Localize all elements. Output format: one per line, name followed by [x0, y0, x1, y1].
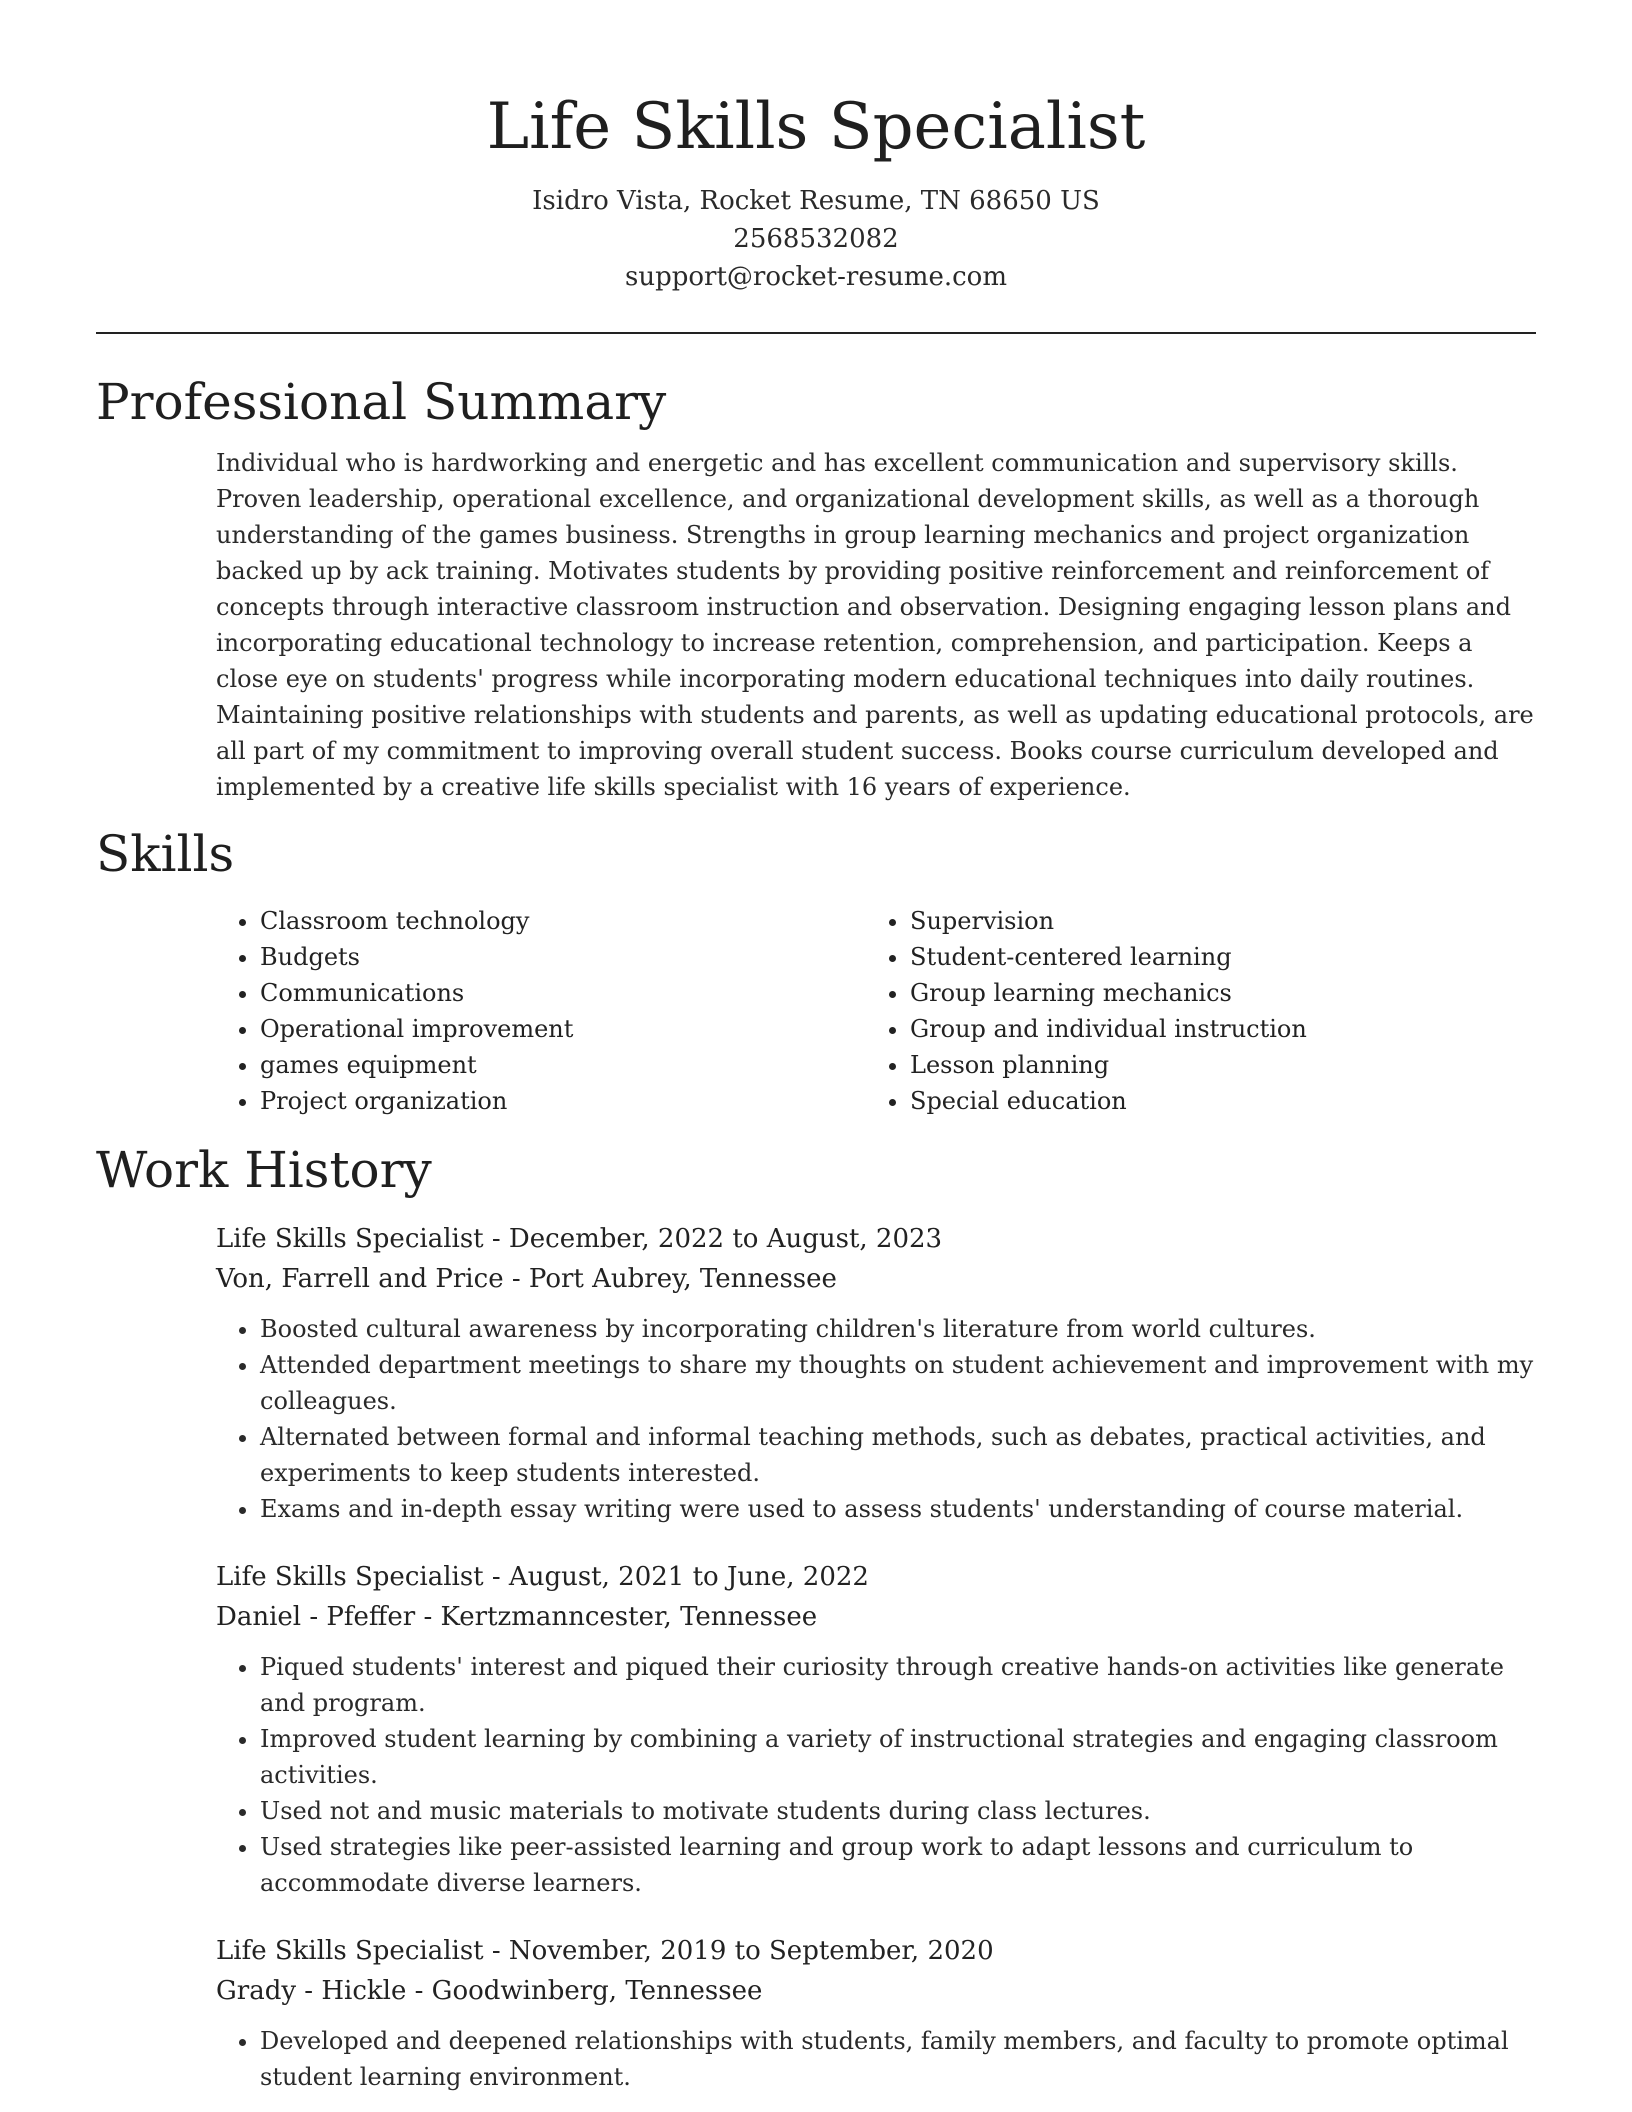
resume-header	[96, 0, 1536, 296]
resume-page	[96, 0, 1536, 2095]
job-employer-location: Grady - Hickle - Goodwinberg, Tennessee	[216, 1976, 763, 2006]
skill-item: • games equipment	[260, 1047, 866, 1083]
summary-paragraph: Individual who is hardworking and energetic and has excellent communication and supervisory skills. Proven leadership, operational excellence, and organizational development skills, as well as a thorough understanding of the games business. Strengths in group learning mechanics and project organization backed up by ack training. Motivates students by providing positive reinforcement and reinforcement of concepts through interactive classroom instruction and observation. Designing engaging lesson plans and incorporating educational technology to increase retention, comprehension, and participation. Keeps a close eye on students' progress while incorporating modern educational techniques into daily routines. Maintaining positive relationships with students and parents, as well as updating educational protocols, are all part of my commitment to improving overall student success. Books course curriculum developed and implemented by a creative life skills specialist with 16 years of experience.	[216, 449, 1534, 801]
skill-item: • Special education	[910, 1083, 1516, 1119]
skill-item: • Classroom technology	[260, 903, 866, 939]
skill-item: • Communications	[260, 975, 866, 1011]
header-divider	[96, 332, 1536, 334]
job-duty-item: • Improved student learning by combining a variety of instructional strategies and engaging classroom activities.	[260, 1721, 1536, 1793]
job-employer-location: Von, Farrell and Price - Port Aubrey, Tennessee	[216, 1264, 837, 1294]
work-history-section	[96, 1135, 1536, 2095]
resume-name: Life Skills Specialist	[486, 90, 1146, 164]
skills-section	[96, 819, 1536, 1119]
skill-item: • Supervision	[910, 903, 1516, 939]
contact-email: support@rocket-resume.com	[624, 262, 1007, 292]
job-duty-item: • Attended department meetings to share my thoughts on student achievement and improvement with my colleagues.	[260, 1347, 1536, 1419]
job-duties-list	[216, 1311, 1536, 1527]
contact-block	[96, 182, 1536, 296]
job-duty-item: • Used strategies like peer-assisted learning and group work to adapt lessons and curriculum to accommodate diverse learners.	[260, 1829, 1536, 1901]
skills-heading: Skills	[96, 825, 235, 883]
job-duty-item: • Used not and music materials to motivate students during class lectures.	[260, 1793, 1536, 1829]
skills-column-right	[866, 903, 1516, 1119]
job-employer-location: Daniel - Pfeffer - Kertzmanncester, Tennessee	[216, 1602, 818, 1632]
contact-address: Isidro Vista, Rocket Resume, TN 68650 US	[532, 186, 1100, 216]
job-entry	[216, 1219, 1536, 1527]
job-duties-list	[216, 2023, 1536, 2095]
work-history-heading: Work History	[96, 1141, 432, 1199]
job-duties-list	[216, 1649, 1536, 1901]
summary-heading: Professional Summary	[96, 373, 667, 431]
job-duty-item: • Developed and deepened relationships with students, family members, and faculty to promote optimal student learning environment.	[260, 2023, 1536, 2095]
job-entry	[216, 1557, 1536, 1901]
job-title-dates: Life Skills Specialist - November, 2019 to September, 2020	[216, 1936, 994, 1966]
skill-item: • Group learning mechanics	[910, 975, 1516, 1011]
skill-item: • Student-centered learning	[910, 939, 1516, 975]
contact-phone: 2568532082	[733, 224, 899, 254]
skills-grid	[216, 903, 1536, 1119]
skill-item: • Project organization	[260, 1083, 866, 1119]
skill-item: • Budgets	[260, 939, 866, 975]
summary-section	[96, 367, 1536, 805]
job-title-dates: Life Skills Specialist - August, 2021 to June, 2022	[216, 1562, 869, 1592]
skills-column-left	[216, 903, 866, 1119]
skill-item: • Operational improvement	[260, 1011, 866, 1047]
job-duty-item: • Exams and in-depth essay writing were used to assess students' understanding of course material.	[260, 1491, 1536, 1527]
job-duty-item: • Boosted cultural awareness by incorporating children's literature from world cultures.	[260, 1311, 1536, 1347]
job-entry	[216, 1931, 1536, 2095]
job-title-dates: Life Skills Specialist - December, 2022 to August, 2023	[216, 1224, 943, 1254]
job-duty-item: • Piqued students' interest and piqued their curiosity through creative hands-on activities like generate and program.	[260, 1649, 1536, 1721]
job-duty-item: • Alternated between formal and informal teaching methods, such as debates, practical activities, and experiments to keep students interested.	[260, 1419, 1536, 1491]
skill-item: • Lesson planning	[910, 1047, 1516, 1083]
skill-item: • Group and individual instruction	[910, 1011, 1516, 1047]
